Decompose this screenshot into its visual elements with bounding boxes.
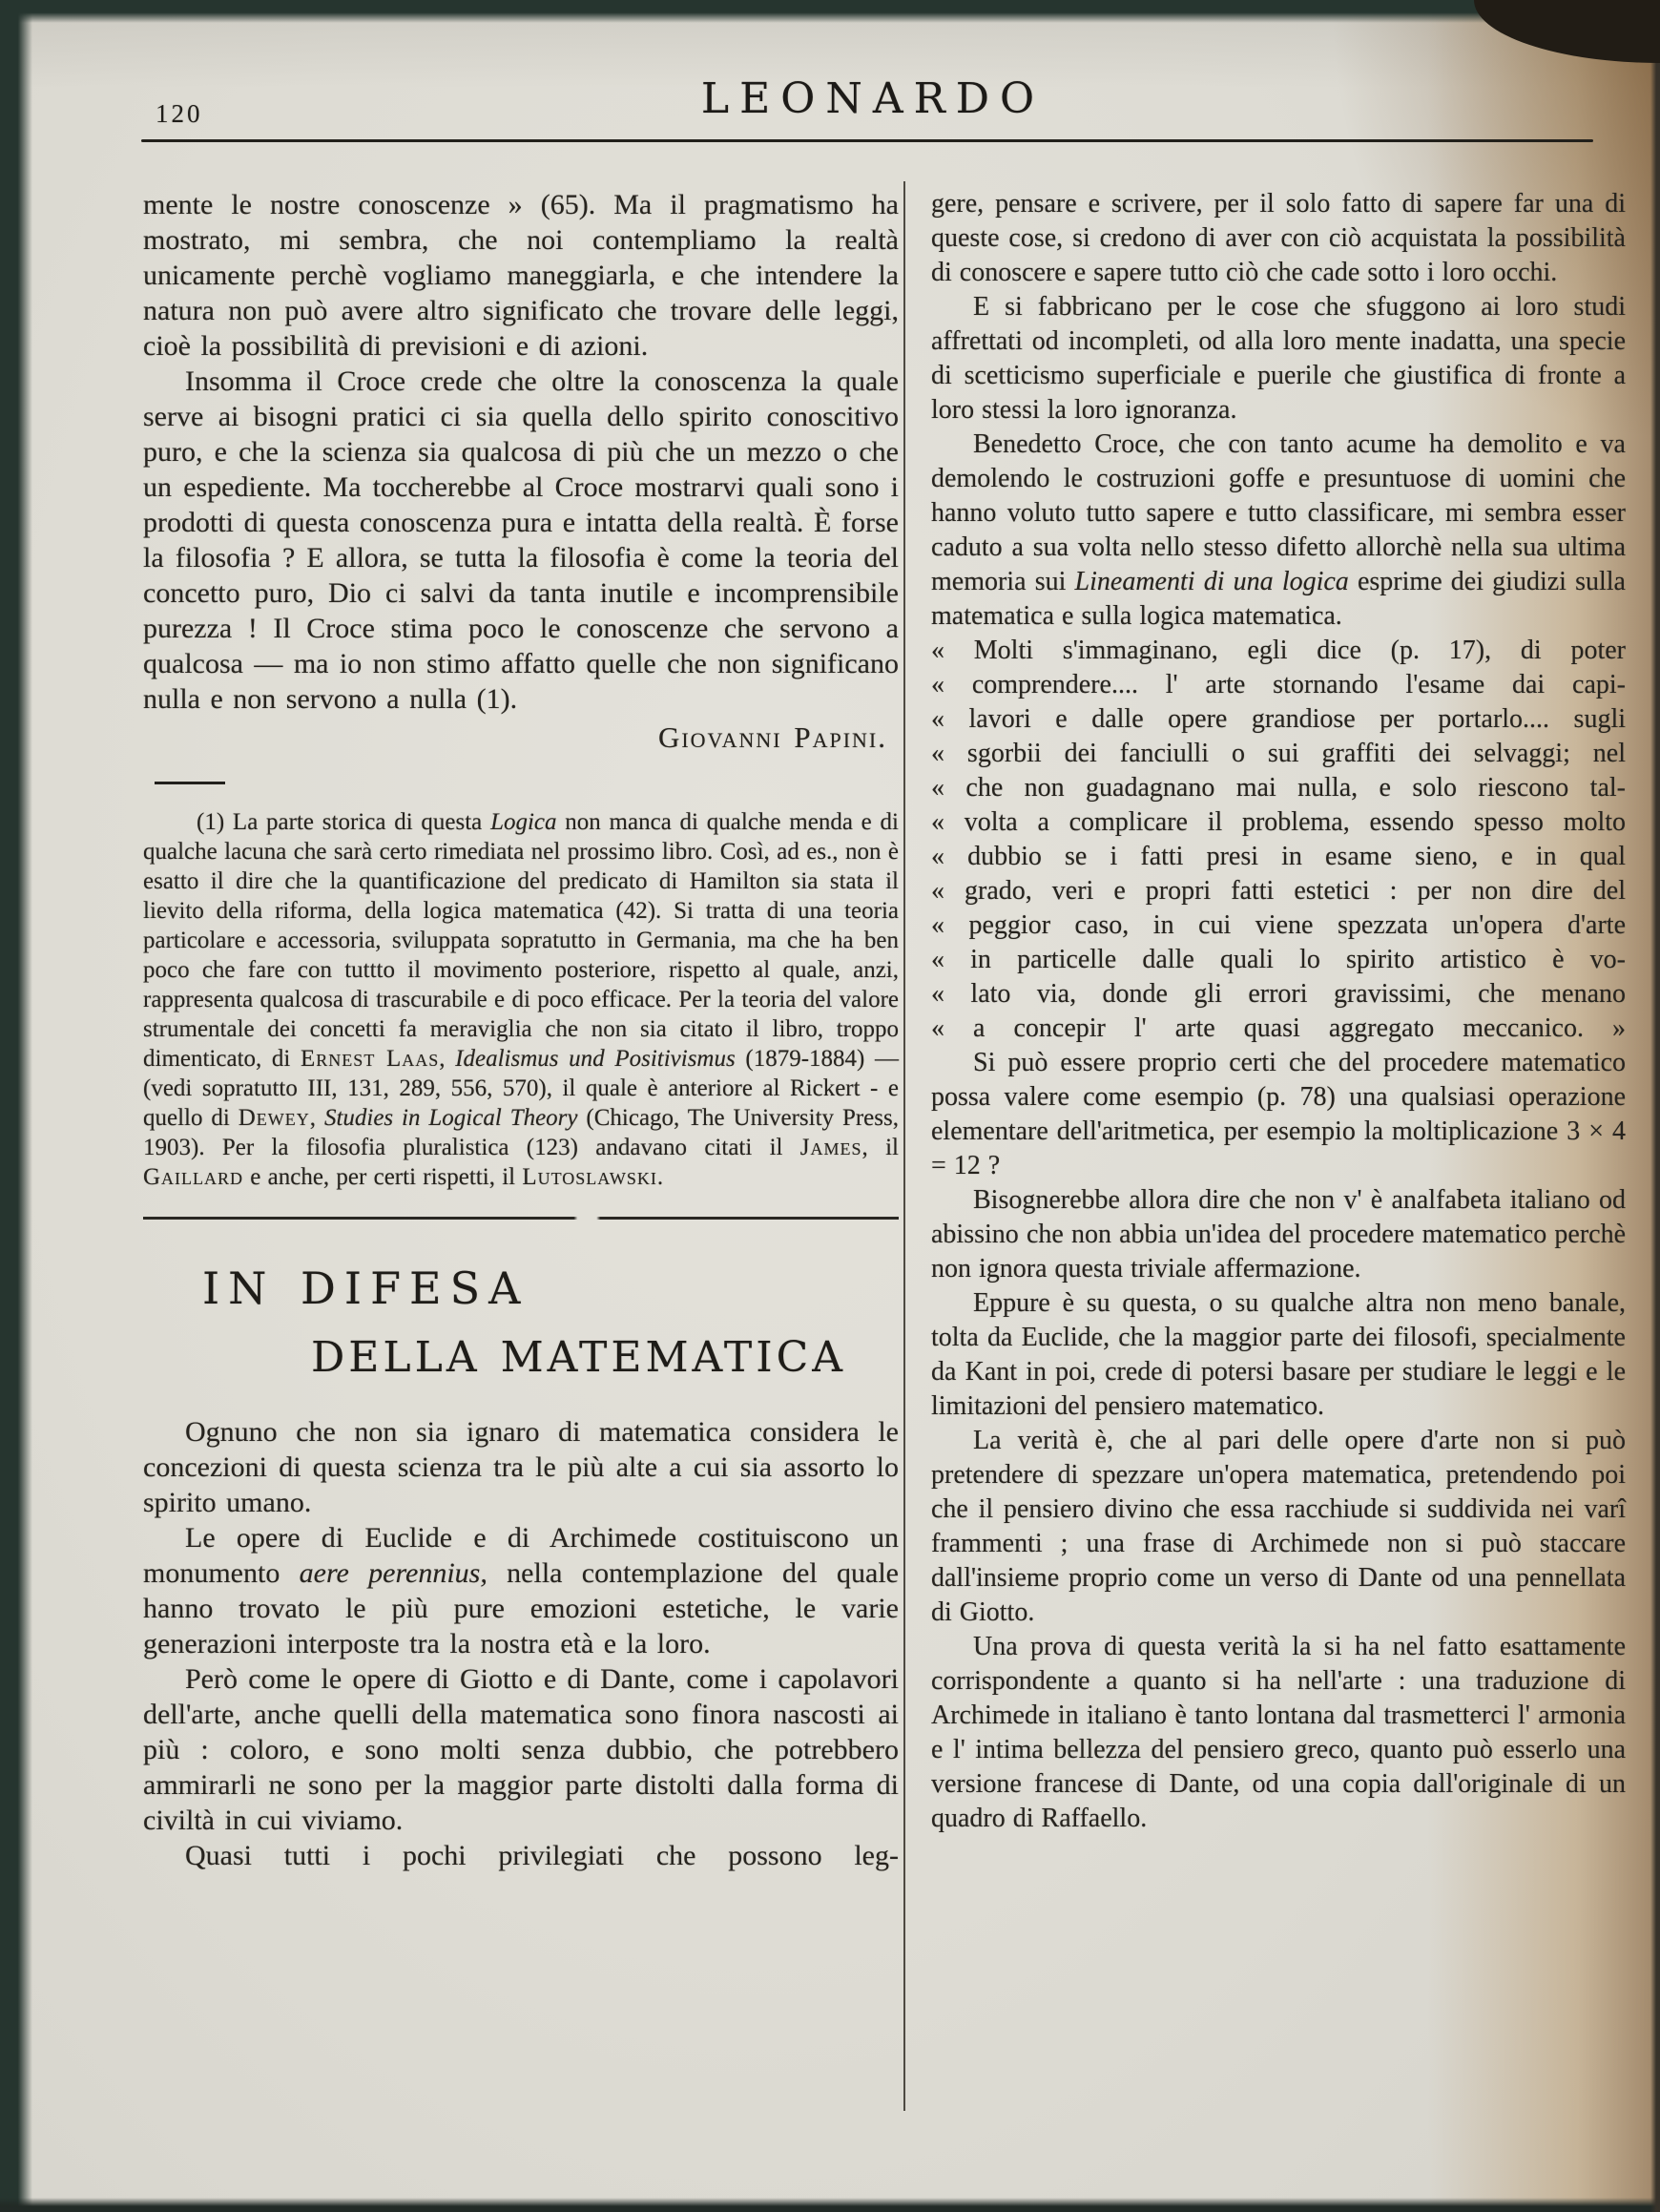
article-heading-line2: DELLA MATEMATICA bbox=[311, 1333, 847, 1382]
header-rule bbox=[141, 139, 1593, 142]
paragraph: E si fabbricano per le cose che sfuggono ai loro studi affrettati od incompleti, od alla loro mente inadatta, una specie di scetticismo superficiale e puerile che giustifica di fronte a loro stessi la loro ignoranza. bbox=[931, 292, 1626, 425]
quote-line: « lavori e dalle opere grandiose per portarlo.... sugli bbox=[931, 704, 1626, 734]
left-column bbox=[143, 187, 899, 1873]
quote-line: « comprendere.... l' arte stornando l'esame dai capi- bbox=[931, 670, 1626, 699]
paragraph: Benedetto Croce, che con tanto acume ha demolito e va demolendo le costruzioni goffe e presuntuose di uomini che hanno voluto tutto sapere e tutto classificare, mi sembra esser caduto a sua volta nello stesso difetto allorchè nella sua ultima memoria sui Lineamenti di una logica esprime dei giudizi sulla matematica e sulla logica matematica. bbox=[931, 429, 1626, 631]
author-signature: Giovanni Papini. bbox=[657, 720, 887, 754]
quote-line: « a concepir l' arte quasi aggregato meccanico. » bbox=[931, 1013, 1626, 1043]
page-number: 120 bbox=[156, 99, 203, 128]
photo-edge-top bbox=[0, 0, 1660, 23]
quote-line: « Molti s'immaginano, egli dice (p. 17), di poter bbox=[931, 636, 1626, 665]
quote-line: « grado, veri e propri fatti estetici : per non dire del bbox=[931, 876, 1626, 906]
paragraph: Le opere di Euclide e di Archimede costituiscono un monumento aere perennius, nella contemplazione del quale hanno trovato le più pure emozioni estetiche, le varie generazioni interposte tra la nostra età e la loro. bbox=[143, 1522, 899, 1659]
quote-line: « volta a complicare il problema, essendo spesso molto bbox=[931, 807, 1626, 837]
paragraph: Quasi tutti i pochi privilegiati che possono leg- bbox=[185, 1840, 899, 1871]
quote-line: « sgorbii dei fanciulli o sui graffiti dei selvaggi; nel bbox=[931, 739, 1626, 768]
paragraph: Bisognerebbe allora dire che non v' è analfabeta italiano od abissino che non abbia un'idea del procedere matematico perchè non ignora questa triviale affermazione. bbox=[931, 1185, 1626, 1283]
paragraph: Si può essere proprio certi che del procedere matematico possa valere come esempio (p. 78) una qualsiasi operazione elementare dell'aritmetica, per esempio la moltiplicazione 3 × 4 = 12 ? bbox=[931, 1048, 1626, 1180]
article-heading-line1: IN DIFESA bbox=[202, 1263, 529, 1314]
photo-edge-bottom bbox=[0, 2198, 1660, 2212]
right-column bbox=[931, 187, 1626, 1836]
section-separator-rule bbox=[143, 1217, 899, 1220]
block-quote bbox=[931, 634, 1626, 1046]
paragraph: mente le nostre conoscenze » (65). Ma il pragmatismo ha mostrato, mi sembra, che noi contempliamo la realtà unicamente perchè vogliamo maneggiarla, e che intendere la natura non può avere altro significato che trovare delle leggi, cioè la possibilità di previsioni e di azioni. bbox=[143, 189, 899, 362]
photo-edge-left bbox=[0, 0, 32, 2212]
quote-line: « dubbio se i fatti presi in esame sieno, e in qual bbox=[931, 842, 1626, 871]
paragraph: Una prova di questa verità la si ha nel fatto esattamente corrispondente a quanto si ha nell'arte : una traduzione di Archimede in italiano è tanto lontana dal trasmetterci l' armonia e l' intima bellezza del pensiero greco, quanto può esserlo una versione francese di Dante, od una copia dall'originale di un quadro di Raffaello. bbox=[931, 1632, 1626, 1833]
paragraph: Insomma il Croce crede che oltre la conoscenza la quale serve ai bisogni pratici ci sia quella dello spirito conoscitivo puro, e che la scienza sia qualcosa di più che un mezzo o che un espediente. Ma toccherebbe al Croce mostrarvi quali sono i prodotti di questa conoscenza pura e intatta della realtà. È forse la filosofia ? E allora, se tutta la filosofia è come la teoria del concetto puro, Dio ci salvi da tanta inutile e incomprensibile purezza ! Il Croce stima poco le conoscenze che servono a qualcosa — ma io non stimo affatto quelle che non significano nulla e non servono a nulla (1). bbox=[143, 365, 899, 715]
quote-line: « che non guadagnano mai nulla, e solo riescono tal- bbox=[931, 773, 1626, 803]
footnote-separator-dash bbox=[155, 782, 225, 784]
paragraph: gere, pensare e scrivere, per il solo fatto di sapere far una di queste cose, si credono di aver con ciò acquistata la possibilità di conoscere e sapere tutto ciò che cade sotto i loro occhi. bbox=[931, 189, 1626, 287]
paragraph: Eppure è su questa, o su qualche altra non meno banale, tolta da Euclide, che la maggior parte dei filosofi, specialmente da Kant in poi, crede di potersi basare per studiare le leggi e le limitazioni del pensiero matematico. bbox=[931, 1288, 1626, 1421]
journal-title: LEONARDO bbox=[700, 74, 1046, 123]
quote-line: « peggior caso, in cui viene spezzata un'opera d'arte bbox=[931, 910, 1626, 940]
paragraph: La verità è, che al pari delle opere d'arte non si può pretendere di spezzare un'opera matematica, pretendendo poi che il pensiero divino che essa racchiude si suddivida nei varî frammenti ; una frase di Archimede non si può staccare dall'insieme proprio come un verso di Dante od una pennellata di Giotto. bbox=[931, 1426, 1626, 1627]
photo-corner-shadow bbox=[1474, 0, 1660, 63]
photo-edge-right bbox=[1650, 0, 1660, 2212]
quote-line: « lato via, donde gli errori gravissimi, che menano bbox=[931, 979, 1626, 1009]
column-divider-rule bbox=[903, 181, 905, 2111]
paragraph: Ognuno che non sia ignaro di matematica considera le concezioni di questa scienza tra le più alte a cui sia assorto lo spirito umano. bbox=[143, 1416, 899, 1518]
quote-line: « in particelle dalle quali lo spirito artistico è vo- bbox=[931, 945, 1626, 974]
paragraph: Però come le opere di Giotto e di Dante, come i capolavori dell'arte, anche quelli della matematica sono finora nascosti ai più : coloro, e sono molti senza dubbio, che potrebbero ammirarli ne sono per la maggior parte distolti dalla forma di civiltà in cui viviamo. bbox=[143, 1663, 899, 1836]
footnote: (1) La parte storica di questa Logica non manca di qualche menda e di qualche lacuna che sarà certo rimediata nel prossimo libro. Così, ad es., non è esatto il dire che la quantificazione del predicato di Hamilton sia stata il lievito della riforma, della logica matematica (42). Si tratta di una teoria particolare e accessoria, sviluppata sopratutto in Germania, ma che ha ben poco che fare con tuttto il movimento posteriore, rispetto al quale, anzi, rappresenta qualcosa di trascurabile e di poco efficace. Per la teoria del valore strumentale dei concetti fa meraviglia che non sia citato il libro, troppo dimenticato, di Ernest Laas, Idealismus und Positivismus (1879-1884) — (vedi sopratutto III, 131, 289, 556, 570), il quale è anteriore al Rickert - e quello di Dewey, Studies in Logical Theory (Chicago, The University Press, 1903). Per la filosofia pluralistica (123) andavano citati il James, il Gaillard e anche, per certi rispetti, il Lutoslawski. bbox=[143, 809, 900, 1190]
